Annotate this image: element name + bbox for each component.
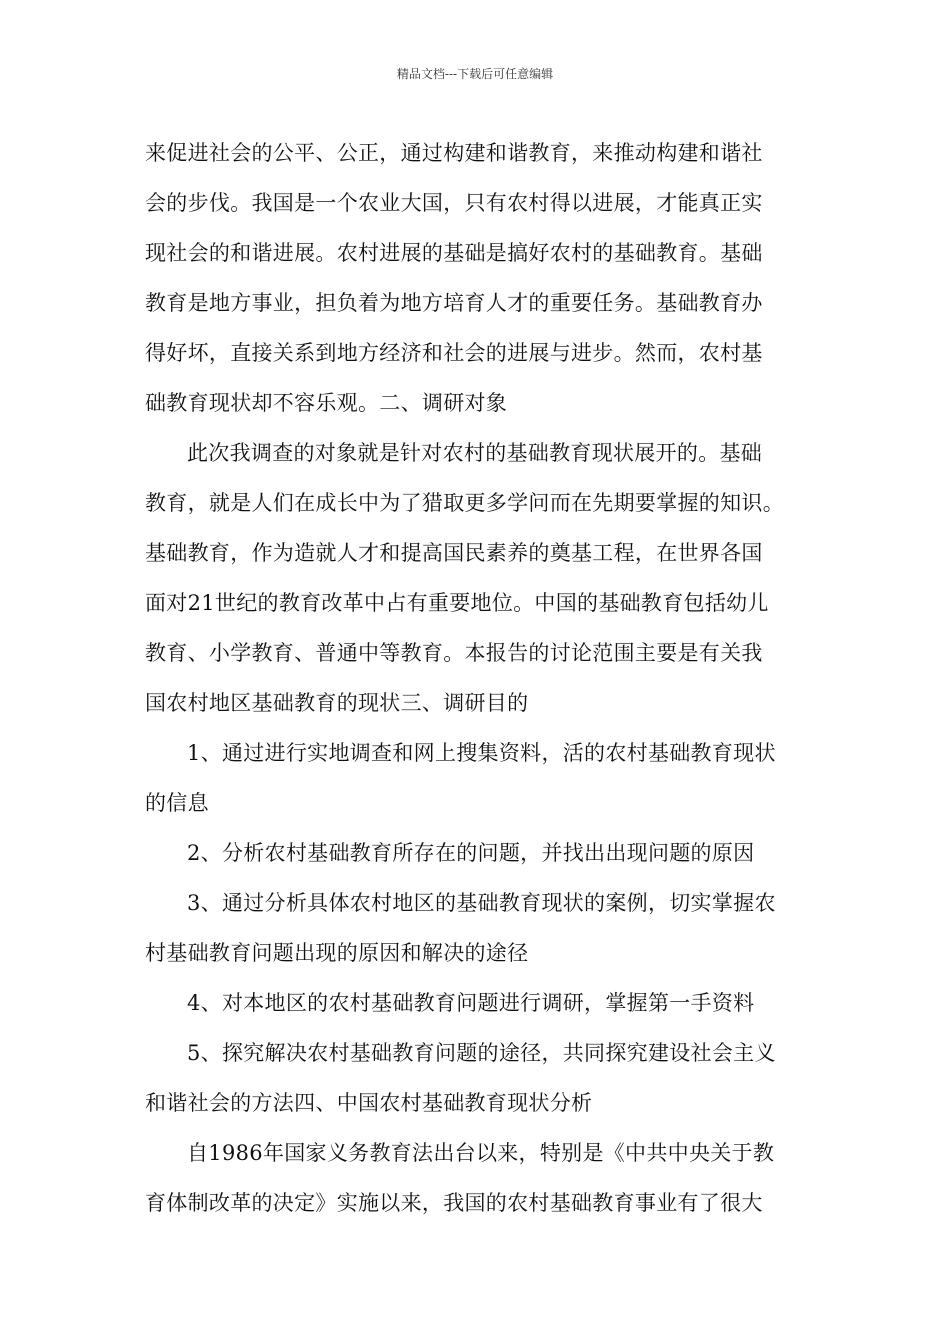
text-line: 面对21世纪的教育改革中占有重要地位。中国的基础教育包括幼儿 <box>145 591 769 615</box>
text-line: 3、通过分析具体农村地区的基础教育现状的案例，切实掌握农 <box>187 891 776 915</box>
text-line: 得好坏，直接关系到地方经济和社会的进展与进步。然而，农村基 <box>145 341 763 365</box>
text-line: 国农村地区基础教育的现状三、调研目的 <box>145 691 529 715</box>
text-line: 1、通过进行实地调查和网上搜集资料，活的农村基础教育现状 <box>187 741 776 765</box>
text-line: 教育是地方事业，担负着为地方培育人才的重要任务。基础教育办 <box>145 291 763 315</box>
text-line: 础教育现状却不容乐观。二、调研对象 <box>145 391 508 415</box>
document-body <box>145 128 815 1228</box>
text-line: 现社会的和谐进展。农村进展的基础是搞好农村的基础教育。基础 <box>145 241 763 265</box>
text-line: 来促进社会的公平、公正，通过构建和谐教育，来推动构建和谐社 <box>145 141 763 165</box>
page-header: 精品文档---下载后可任意编辑 <box>396 67 554 81</box>
text-line: 教育、小学教育、普通中等教育。本报告的讨论范围主要是有关我 <box>145 641 763 665</box>
text-line: 和谐社会的方法四、中国农村基础教育现状分析 <box>145 1091 593 1115</box>
text-line: 4、对本地区的农村基础教育问题进行调研，掌握第一手资料 <box>187 991 755 1015</box>
text-line: 自1986年国家义务教育法出台以来，特别是《中共中央关于教 <box>187 1141 775 1165</box>
text-line: 会的步伐。我国是一个农业大国，只有农村得以进展，才能真正实 <box>145 191 763 215</box>
text-line: 5、探究解决农村基础教育问题的途径，共同探究建设社会主义 <box>187 1041 776 1065</box>
text-line: 教育，就是人们在成长中为了猎取更多学问而在先期要掌握的知识。 <box>145 491 784 515</box>
text-line: 基础教育，作为造就人才和提高国民素养的奠基工程，在世界各国 <box>145 541 763 565</box>
text-line: 村基础教育问题出现的原因和解决的途径 <box>145 941 529 965</box>
text-line: 此次我调查的对象就是针对农村的基础教育现状展开的。基础 <box>187 441 763 465</box>
text-line: 的信息 <box>145 791 209 815</box>
text-line: 育体制改革的决定》实施以来，我国的农村基础教育事业有了很大 <box>145 1191 763 1215</box>
text-line: 2、分析农村基础教育所存在的问题，并找出出现问题的原因 <box>187 841 755 865</box>
